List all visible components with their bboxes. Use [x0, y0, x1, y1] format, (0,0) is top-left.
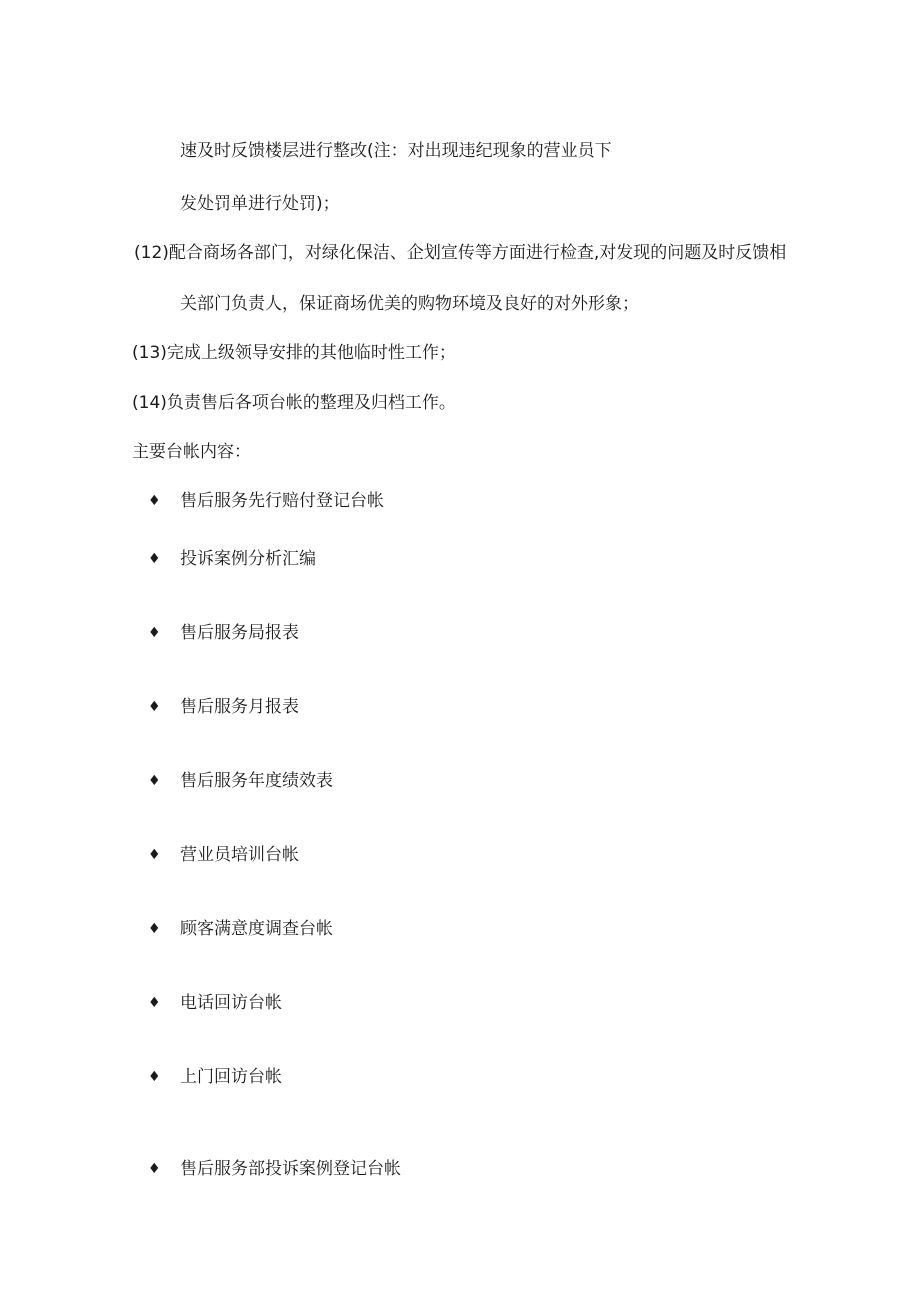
paragraph-line: 发处罚单进行处罚)；	[180, 194, 340, 214]
list-item-label: 投诉案例分析汇编	[180, 549, 316, 569]
paragraph-line: 速及时反馈楼层进行整改(注：对出现违纪现象的营业员下	[180, 141, 612, 161]
list-item-label: 售后服务先行赔付登记台帐	[180, 491, 384, 511]
diamond-bullet-icon: ♦	[148, 551, 161, 567]
paragraph-line: 关部门负责人，保证商场优美的购物环境及良好的对外形象；	[180, 294, 639, 314]
section-heading: 主要台帐内容：	[132, 442, 251, 462]
diamond-bullet-icon: ♦	[148, 921, 161, 937]
list-item-label: 售后服务部投诉案例登记台帐	[180, 1159, 401, 1179]
diamond-bullet-icon: ♦	[148, 995, 161, 1011]
paragraph-item-12: (12)配合商场各部门，对绿化保洁、企划宣传等方面进行检查,对发现的问题及时反馈相	[134, 243, 787, 263]
paragraph-item-14: (14)负责售后各项台帐的整理及归档工作。	[132, 393, 456, 413]
list-item-label: 顾客满意度调查台帐	[180, 919, 333, 939]
diamond-bullet-icon: ♦	[148, 625, 161, 641]
list-item-label: 售后服务月报表	[180, 697, 299, 717]
diamond-bullet-icon: ♦	[148, 847, 161, 863]
paragraph-item-13: (13)完成上级领导安排的其他临时性工作；	[132, 343, 456, 363]
diamond-bullet-icon: ♦	[148, 1161, 161, 1177]
list-item-label: 售后服务局报表	[180, 623, 299, 643]
list-item-label: 营业员培训台帐	[180, 845, 299, 865]
list-item-label: 上门回访台帐	[180, 1067, 282, 1087]
list-item-label: 电话回访台帐	[180, 993, 282, 1013]
diamond-bullet-icon: ♦	[148, 493, 161, 509]
diamond-bullet-icon: ♦	[148, 699, 161, 715]
diamond-bullet-icon: ♦	[148, 1069, 161, 1085]
diamond-bullet-icon: ♦	[148, 773, 161, 789]
list-item-label: 售后服务年度绩效表	[180, 771, 333, 791]
